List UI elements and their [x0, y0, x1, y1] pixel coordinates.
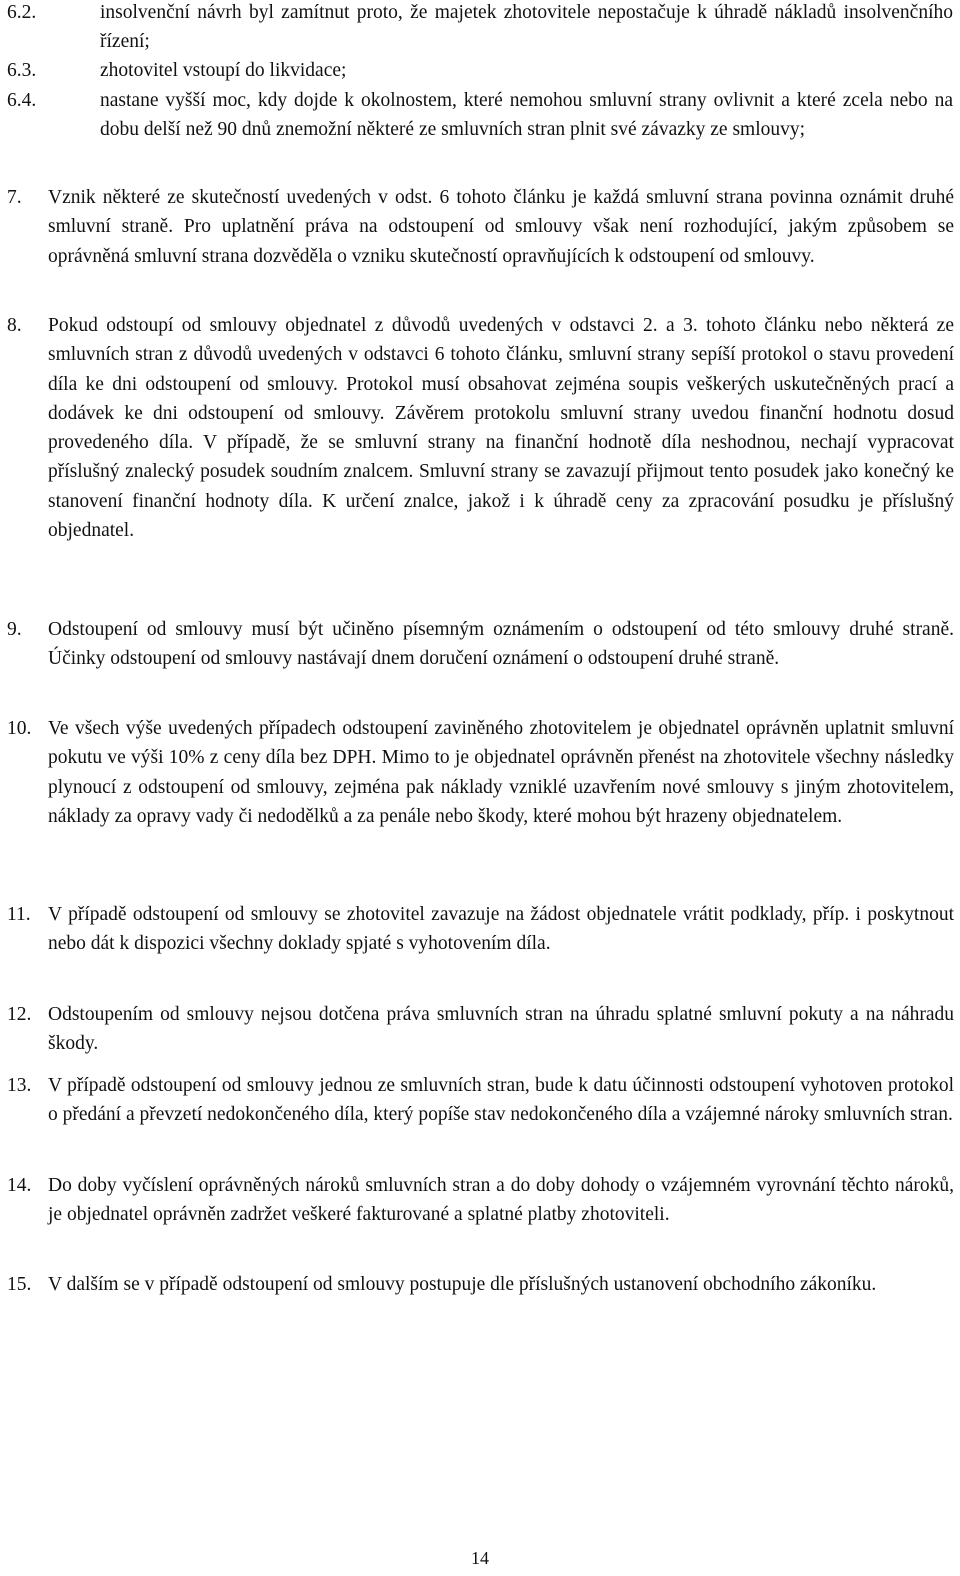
- paragraph-text: Ve všech výše uvedených případech odstoupení zaviněného zhotovitelem je objednatel oprávněn uplatnit smluvní pokutu ve výši 10% z ceny díla bez DPH. Mimo to je objednatel oprávněn přenést na zhotovitele všechny následky plynoucí z odstoupení od smlouvy, zejména pak náklady vzniklé uzavřením nové smlouvy s jiným zhotovitelem, náklady za opravy vady či nedodělků a za penále nebo škody, které mohou být hrazeny objednatelem.: [48, 718, 954, 827]
- paragraph-text: Odstoupením od smlouvy nejsou dotčena práva smluvních stran na úhradu splatné smluvní pokuty a na náhradu škody.: [48, 1004, 954, 1055]
- paragraph-9: [0, 615, 954, 674]
- subitem-6-4: [0, 86, 953, 145]
- subitem-text: zhotovitel vstoupí do likvidace;: [100, 60, 347, 81]
- paragraph-number: 14.: [7, 1175, 32, 1196]
- subitem-number: 6.2.: [7, 2, 37, 23]
- paragraph-10: [0, 714, 954, 831]
- paragraph-14: [0, 1171, 954, 1230]
- paragraph-7: [0, 183, 954, 271]
- paragraph-text: Vznik některé ze skutečností uvedených v odst. 6 tohoto článku je každá smluvní strana povinna oznámit druhé smluvní straně. Pro uplatnění práva na odstoupení od smlouvy však není rozhodující, jakým způsobem se oprávněná smluvní strana dozvěděla o vzniku skutečností opravňujících k odstoupení od smlouvy.: [48, 187, 954, 267]
- paragraph-12: [0, 1000, 954, 1059]
- paragraph-11: [0, 900, 954, 959]
- page-number: 14: [471, 1548, 489, 1568]
- paragraph-number: 8.: [7, 315, 22, 336]
- paragraph-13: [0, 1071, 954, 1130]
- subitem-number: 6.4.: [7, 90, 37, 111]
- paragraph-15: [0, 1270, 954, 1299]
- paragraph-8: [0, 311, 954, 545]
- paragraph-number: 11.: [7, 904, 31, 925]
- paragraph-text: V případě odstoupení od smlouvy se zhotovitel zavazuje na žádost objednatele vrátit podklady, příp. i poskytnout nebo dát k dispozici všechny doklady spjaté s vyhotovením díla.: [48, 904, 954, 955]
- paragraph-text: Odstoupení od smlouvy musí být učiněno písemným oznámením o odstoupení od této smlouvy druhé straně. Účinky odstoupení od smlouvy nastávají dnem doručení oznámení o odstoupení druhé straně.: [48, 619, 954, 670]
- paragraph-number: 9.: [7, 619, 22, 640]
- paragraph-text: Do doby vyčíslení oprávněných nároků smluvních stran a do doby dohody o vzájemném vyrovnání těchto nároků, je objednatel oprávněn zadržet veškeré fakturované a splatné platby zhotoviteli.: [48, 1175, 954, 1226]
- paragraph-text: V případě odstoupení od smlouvy jednou ze smluvních stran, bude k datu účinnosti odstoupení vyhotoven protokol o předání a převzetí nedokončeného díla, který popíše stav nedokončeného díla a vzájemné nároky smluvních stran.: [48, 1075, 954, 1126]
- subitem-text: insolvenční návrh byl zamítnut proto, že majetek zhotovitele nepostačuje k úhradě nákladů insolvenčního řízení;: [100, 2, 953, 53]
- paragraph-text: V dalším se v případě odstoupení od smlouvy postupuje dle příslušných ustanovení obchodního zákoníku.: [48, 1274, 877, 1295]
- subitem-6-3: [0, 56, 953, 85]
- paragraph-number: 13.: [7, 1075, 32, 1096]
- paragraph-number: 15.: [7, 1274, 32, 1295]
- subitem-text: nastane vyšší moc, kdy dojde k okolnostem, které nemohou smluvní strany ovlivnit a které zcela nebo na dobu delší než 90 dnů znemožní některé ze smluvních stran plnit své závazky ze smlouvy;: [100, 90, 953, 141]
- paragraph-number: 12.: [7, 1004, 32, 1025]
- paragraph-text: Pokud odstoupí od smlouvy objednatel z důvodů uvedených v odstavci 2. a 3. tohoto článku nebo některá ze smluvních stran z důvodů uvedených v odstavci 6 tohoto článku, smluvní strany sepíší protokol o stavu provedení díla ke dni odstoupení od smlouvy. Protokol musí obsahovat zejména soupis veškerých uskutečněných prací a dodávek ke dni odstoupení od smlouvy. Závěrem protokolu smluvní strany uvedou finanční hodnotu dosud provedeného díla. V případě, že se smluvní strany na finanční hodnotě díla neshodnou, nechají vypracovat příslušný znalecký posudek soudním znalcem. Smluvní strany se zavazují přijmout tento posudek jako konečný ke stanovení finanční hodnoty díla. K určení znalce, jakož i k úhradě ceny za zpracování posudku je příslušný objednatel.: [48, 315, 954, 542]
- paragraph-number: 7.: [7, 187, 22, 208]
- subitem-6-2: [0, 0, 953, 57]
- subitem-number: 6.3.: [7, 60, 37, 81]
- paragraph-number: 10.: [7, 718, 32, 739]
